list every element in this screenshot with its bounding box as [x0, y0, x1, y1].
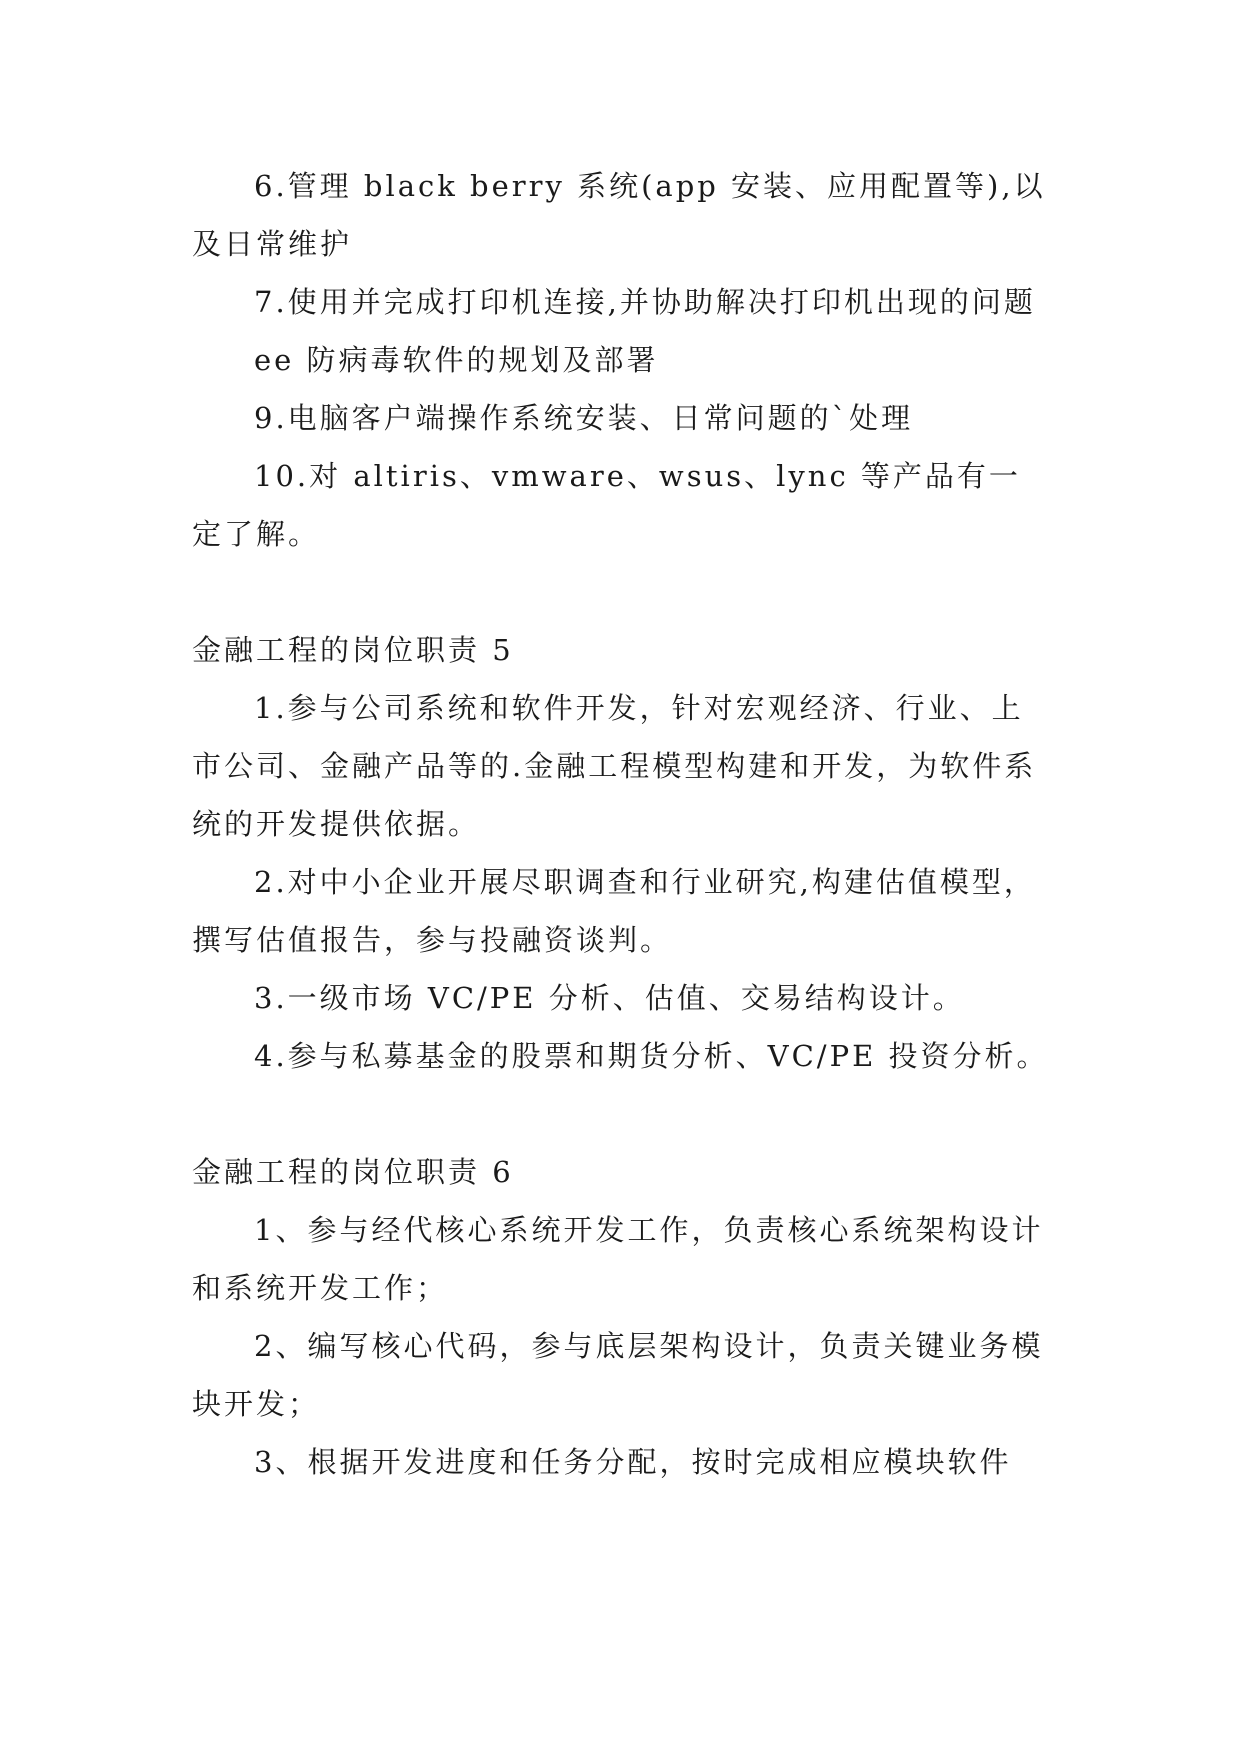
- list-item: 2、编写核心代码，参与底层架构设计，负责关键业务模块开发；: [192, 1329, 1044, 1421]
- list-item: 3、根据开发进度和任务分配，按时完成相应模块软件: [254, 1445, 1012, 1479]
- list-item: 7.使用并完成打印机连接,并协助解决打印机出现的问题: [254, 285, 1036, 319]
- list-item: 1、参与经代核心系统开发工作，负责核心系统架构设计和系统开发工作；: [192, 1213, 1044, 1305]
- document-body: [192, 157, 1052, 1491]
- list-item: 3.一级市场 VC/PE 分析、估值、交易结构设计。: [254, 981, 965, 1015]
- list-item: 6.管理 black berry 系统(app 安装、应用配置等),以及日常维护: [192, 169, 1046, 261]
- list-item: 9.电脑客户端操作系统安装、日常问题的`处理: [254, 401, 914, 435]
- section-heading: 金融工程的岗位职责 6: [192, 1155, 514, 1189]
- section-spacer: [192, 563, 1052, 621]
- list-item: ee 防病毒软件的规划及部署: [254, 343, 659, 377]
- section-spacer: [192, 1085, 1052, 1143]
- list-item: 4.参与私募基金的股票和期货分析、VC/PE 投资分析。: [254, 1039, 1049, 1073]
- section-heading: 金融工程的岗位职责 5: [192, 633, 514, 667]
- list-item: 2.对中小企业开展尽职调查和行业研究,构建估值模型，撰写估值报告，参与投融资谈判。: [192, 865, 1036, 957]
- list-item: 1.参与公司系统和软件开发，针对宏观经济、行业、上市公司、金融产品等的.金融工程模型构建和开发，为软件系统的开发提供依据。: [192, 691, 1037, 841]
- list-item: 10.对 altiris、vmware、wsus、lync 等产品有一定了解。: [192, 459, 1021, 551]
